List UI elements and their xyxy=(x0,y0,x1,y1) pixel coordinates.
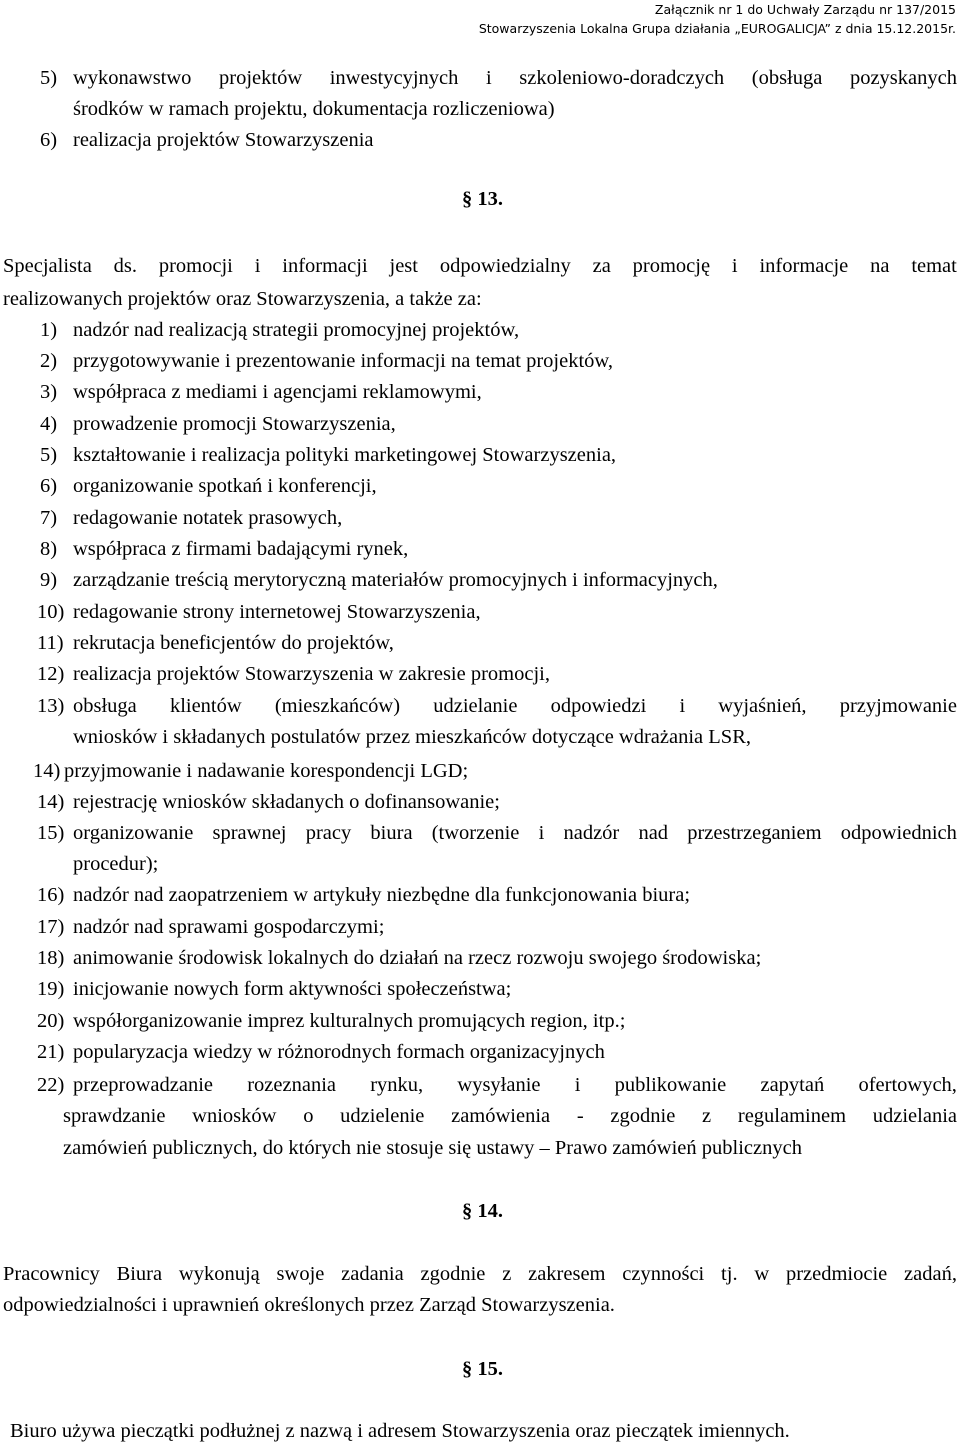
list-item-number: 14) xyxy=(37,791,65,813)
list-item-text xyxy=(73,1073,957,1097)
word: przeprowadzanie xyxy=(73,1074,213,1096)
word: udzielanie xyxy=(433,695,518,717)
list-item-number: 3) xyxy=(40,381,58,403)
list-item-text: prowadzenie promocji Stowarzyszenia, xyxy=(73,413,396,435)
word: udzielania xyxy=(872,1105,957,1127)
word: za xyxy=(592,255,611,277)
list-item-number: 8) xyxy=(40,538,58,560)
header-line-2: Stowarzyszenia Lokalna Grupa działania „EUROGALICJA” z dnia 15.12.2015r. xyxy=(478,21,956,36)
word: Specjalista xyxy=(3,255,92,277)
word: z xyxy=(502,1263,512,1285)
word: zamówienia xyxy=(451,1105,551,1127)
word: Biura xyxy=(116,1263,163,1285)
word: informacji xyxy=(282,255,368,277)
word: swoje xyxy=(276,1263,325,1285)
word: (obsługa xyxy=(751,67,823,89)
list-item-text: nadzór nad realizacją strategii promocyjnej projektów, xyxy=(73,319,520,341)
word: na xyxy=(870,255,890,277)
list-item-number: 14) xyxy=(33,760,61,782)
list-item-text: współpraca z mediami i agencjami reklamowymi, xyxy=(73,381,482,403)
list-item-number: 2) xyxy=(40,350,58,372)
list-item-number: 11) xyxy=(37,632,64,654)
word: promocję xyxy=(632,255,711,277)
section-13-intro-cont: realizowanych projektów oraz Stowarzyszenia, a także za: xyxy=(3,288,482,310)
list-item-text: współorganizowanie imprez kulturalnych promujących region, itp.; xyxy=(73,1010,626,1032)
list-item-number: 5) xyxy=(40,67,58,89)
word: przedmiocie xyxy=(785,1263,888,1285)
list-item-continuation: wniosków i składanych postulatów przez mieszkańców dotyczące wdrażania LSR, xyxy=(73,726,751,748)
list-item-text: popularyzacja wiedzy w różnorodnych formach organizacyjnych xyxy=(73,1041,605,1063)
attachment-header xyxy=(479,0,956,38)
word: inwestycyjnych xyxy=(329,67,459,89)
list-item-number: 13) xyxy=(37,695,65,717)
word: odpowiedzi xyxy=(550,695,647,717)
word: wyjaśnień, xyxy=(718,695,807,717)
word: i xyxy=(254,255,261,277)
list-item-number: 5) xyxy=(40,444,58,466)
section-13-heading: § 13. xyxy=(462,188,503,210)
list-item-number: 19) xyxy=(37,978,65,1000)
word: sprawdzanie xyxy=(63,1105,166,1127)
list-item-continuation xyxy=(63,1104,957,1128)
section-14-text-cont: odpowiedzialności i uprawnień określonych przez Zarząd Stowarzyszenia. xyxy=(3,1294,615,1316)
list-item-text xyxy=(73,694,957,718)
list-item-number: 16) xyxy=(37,884,65,906)
list-item-text: animowanie środowisk lokalnych do działań na rzecz rozwoju swojego środowiska; xyxy=(73,947,762,969)
list-item-text xyxy=(73,821,957,845)
list-item-number: 7) xyxy=(40,507,58,529)
word: i xyxy=(574,1074,581,1096)
word: wysyłanie xyxy=(457,1074,541,1096)
word: zapytań xyxy=(760,1074,825,1096)
list-item-text: rejestrację wniosków składanych o dofinansowanie; xyxy=(73,791,500,813)
word: regulaminem xyxy=(737,1105,847,1127)
list-item-number: 12) xyxy=(37,663,65,685)
section-15-heading: § 15. xyxy=(462,1358,503,1380)
list-item-number: 6) xyxy=(40,129,58,151)
word: zakresem xyxy=(528,1263,606,1285)
word: wykonują xyxy=(178,1263,260,1285)
word: tj. xyxy=(721,1263,738,1285)
word: biura xyxy=(370,822,413,844)
word: rozeznania xyxy=(247,1074,336,1096)
word: pozyskanych xyxy=(849,67,957,89)
list-item-number: 10) xyxy=(37,601,65,623)
list-item-text: przygotowywanie i prezentowanie informacji na temat projektów, xyxy=(73,350,614,372)
list-item-text: nadzór nad sprawami gospodarczymi; xyxy=(73,916,385,938)
word: - xyxy=(576,1105,584,1127)
word: (mieszkańców) xyxy=(274,695,401,717)
list-item-text xyxy=(73,66,957,90)
section-13-intro xyxy=(3,254,957,278)
word: o xyxy=(303,1105,314,1127)
word: przyjmowanie xyxy=(839,695,957,717)
list-item-number: 22) xyxy=(37,1074,65,1096)
list-item-continuation: procedur); xyxy=(73,853,159,875)
word: odpowiedzialny xyxy=(439,255,571,277)
word: odpowiednich xyxy=(840,822,957,844)
list-item-text: redagowanie strony internetowej Stowarzyszenia, xyxy=(73,601,481,623)
word: promocji xyxy=(158,255,233,277)
word: (tworzenie xyxy=(431,822,520,844)
header-line-1: Załącznik nr 1 do Uchwały Zarządu nr 137/2015 xyxy=(654,2,956,17)
word: zadań, xyxy=(904,1263,957,1285)
word: i xyxy=(679,695,686,717)
list-item-text: przyjmowanie i nadawanie korespondencji LGD; xyxy=(64,760,469,782)
list-item-number: 15) xyxy=(37,822,65,844)
word: szkoleniowo-doradczych xyxy=(519,67,725,89)
word: i xyxy=(731,255,738,277)
list-item-text: realizacja projektów Stowarzyszenia w zakresie promocji, xyxy=(73,663,550,685)
word: zadania xyxy=(341,1263,404,1285)
list-item-number: 9) xyxy=(40,569,58,591)
word: jest xyxy=(389,255,418,277)
list-item-text: kształtowanie i realizacja polityki marketingowej Stowarzyszenia, xyxy=(73,444,617,466)
word: wykonawstwo xyxy=(73,67,192,89)
list-item-number: 17) xyxy=(37,916,65,938)
word: wniosków xyxy=(192,1105,277,1127)
word: Pracownicy xyxy=(3,1263,100,1285)
word: udzielenie xyxy=(340,1105,425,1127)
list-item-text: redagowanie notatek prasowych, xyxy=(73,507,343,529)
list-item-text: zarządzanie treścią merytoryczną materiałów promocyjnych i informacyjnych, xyxy=(73,569,718,591)
list-item-number: 20) xyxy=(37,1010,65,1032)
list-item-text: współpraca z firmami badającymi rynek, xyxy=(73,538,409,560)
section-14-text xyxy=(3,1262,957,1286)
list-item-number: 4) xyxy=(40,413,58,435)
word: ds. xyxy=(113,255,138,277)
word: obsługa xyxy=(73,695,137,717)
word: pracy xyxy=(305,822,352,844)
section-15-text: Biuro używa pieczątki podłużnej z nazwą i adresem Stowarzyszenia oraz pieczątek imiennych. xyxy=(10,1420,790,1442)
word: klientów xyxy=(169,695,242,717)
word: projektów xyxy=(219,67,303,89)
word: w xyxy=(754,1263,770,1285)
list-item-text: organizowanie spotkań i konferencji, xyxy=(73,475,377,497)
word: czynności xyxy=(622,1263,705,1285)
word: informacje xyxy=(759,255,849,277)
word: i xyxy=(538,822,545,844)
section-14-heading: § 14. xyxy=(462,1200,503,1222)
list-item-number: 6) xyxy=(40,475,58,497)
word: zgodnie xyxy=(610,1105,676,1127)
list-item-text: realizacja projektów Stowarzyszenia xyxy=(73,129,374,151)
word: nadzór xyxy=(563,822,620,844)
word: i xyxy=(485,67,492,89)
word: organizowanie xyxy=(73,822,194,844)
list-item-number: 21) xyxy=(37,1041,65,1063)
word: sprawnej xyxy=(212,822,287,844)
list-item-continuation: zamówień publicznych, do których nie stosuje się ustawy – Prawo zamówień publicznych xyxy=(63,1137,802,1159)
list-item-text: nadzór nad zaopatrzeniem w artykuły niezbędne dla funkcjonowania biura; xyxy=(73,884,691,906)
word: temat xyxy=(911,255,957,277)
word: rynku, xyxy=(370,1074,424,1096)
word: z xyxy=(702,1105,712,1127)
word: publikowanie xyxy=(614,1074,727,1096)
list-item-text: rekrutacja beneficjentów do projektów, xyxy=(73,632,394,654)
word: zgodnie xyxy=(420,1263,486,1285)
list-item-text: inicjowanie nowych form aktywności społeczeństwa; xyxy=(73,978,512,1000)
list-item-number: 18) xyxy=(37,947,65,969)
list-item-number: 1) xyxy=(40,319,58,341)
word: nad xyxy=(638,822,669,844)
list-item-continuation: środków w ramach projektu, dokumentacja rozliczeniowa) xyxy=(73,98,555,120)
word: ofertowych, xyxy=(858,1074,957,1096)
word: przestrzeganiem xyxy=(687,822,822,844)
